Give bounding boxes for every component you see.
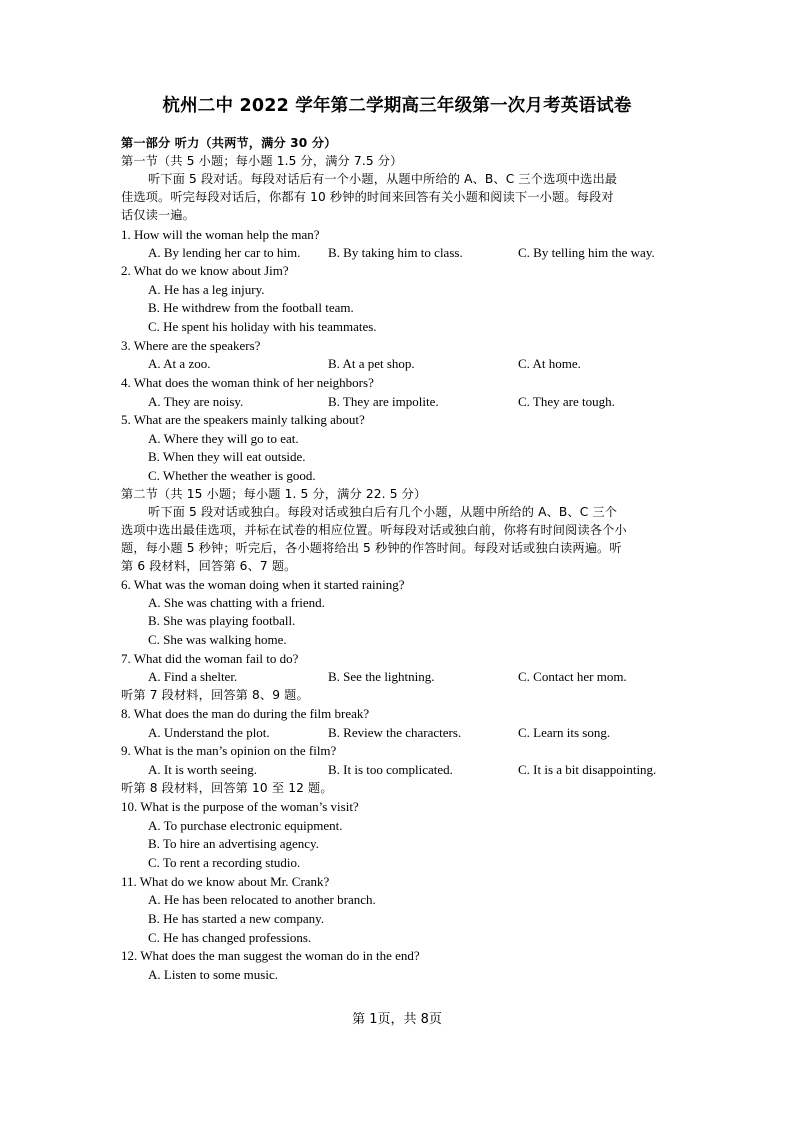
question-9-stem: 9. What is the man’s opinion on the film? [121,743,337,758]
question-1-option-b: B. By taking him to class. [328,245,463,260]
question-7-option-a: A. Find a shelter. [148,669,238,684]
part1-heading: 第一部分 听力（共两节，满分 30 分） [121,136,337,150]
question-2-stem: 2. What do we know about Jim? [121,263,289,278]
question-9-option-c: C. It is a bit disappointing. [518,762,657,777]
section1-instruction-line: 佳选项。听完每段对话后，你都有 10 秒钟的时间来回答有关小题和阅读下一小题。每段对 [121,190,614,204]
question-12-stem: 12. What does the man suggest the woman do in the end? [121,948,420,963]
question-10-option-a: A. To purchase electronic equipment. [148,818,343,833]
question-12-option-a: A. Listen to some music. [148,967,278,982]
question-4-stem: 4. What does the woman think of her neighbors? [121,375,374,390]
question-10-option-c: C. To rent a recording studio. [148,855,301,870]
question-9-option-a: A. It is worth seeing. [148,762,258,777]
question-1-option-a: A. By lending her car to him. [148,245,301,260]
question-8-option-c: C. Learn its song. [518,725,611,740]
section2-heading: 第二节（共 15 小题；每小题 1. 5 分，满分 22. 5 分） [121,487,427,501]
question-10-stem: 10. What is the purpose of the woman’s visit? [121,799,359,814]
question-3-option-a: A. At a zoo. [148,356,211,371]
question-6-option-c: C. She was walking home. [148,632,287,647]
question-9-option-b: B. It is too complicated. [328,762,453,777]
question-2-option-a: A. He has a leg injury. [148,282,265,297]
question-3-stem: 3. Where are the speakers? [121,338,261,353]
question-11-option-b: B. He has started a new company. [148,911,325,926]
question-6-stem: 6. What was the woman doing when it started raining? [121,577,405,592]
question-6-option-b: B. She was playing football. [148,613,296,628]
question-6-option-a: A. She was chatting with a friend. [148,595,325,610]
section2-instruction-line: 第 6 段材料，回答第 6、7 题。 [121,559,297,573]
question-3-option-b: B. At a pet shop. [328,356,415,371]
question-11-option-a: A. He has been relocated to another branch. [148,892,376,907]
question-4-option-b: B. They are impolite. [328,394,439,409]
question-11-option-c: C. He has changed professions. [148,930,312,945]
question-5-option-a: A. Where they will go to eat. [148,431,299,446]
material-8-instruction: 听第 8 段材料，回答第 10 至 12 题。 [121,781,333,795]
question-8-option-a: A. Understand the plot. [148,725,270,740]
section2-instruction-line: 听下面 5 段对话或独白。每段对话或独白后有几个小题，从题中所给的 A、B、C 三个 [148,505,618,519]
question-8-option-b: B. Review the characters. [328,725,462,740]
question-11-stem: 11. What do we know about Mr. Crank? [121,874,330,889]
material-7-instruction: 听第 7 段材料，回答第 8、9 题。 [121,688,309,702]
question-5-option-b: B. When they will eat outside. [148,449,306,464]
question-4-option-a: A. They are noisy. [148,394,244,409]
question-1-option-c: C. By telling him the way. [518,245,655,260]
section2-instruction-line: 题，每小题 5 秒钟；听完后，各小题将给出 5 秒钟的作答时间。每段对话或独白读两遍。听 [121,541,622,555]
question-7-stem: 7. What did the woman fail to do? [121,651,299,666]
page-number-footer: 第 1页，共 8页 [352,1012,442,1027]
question-1-stem: 1. How will the woman help the man? [121,227,320,242]
question-2-option-b: B. He withdrew from the football team. [148,300,354,315]
question-10-option-b: B. To hire an advertising agency. [148,836,319,851]
question-5-option-c: C. Whether the weather is good. [148,468,316,483]
question-7-option-c: C. Contact her mom. [518,669,627,684]
question-2-option-c: C. He spent his holiday with his teammates. [148,319,377,334]
section1-heading: 第一节（共 5 小题；每小题 1.5 分，满分 7.5 分） [121,154,403,168]
question-4-option-c: C. They are tough. [518,394,615,409]
question-8-stem: 8. What does the man do during the film break? [121,706,370,721]
question-7-option-b: B. See the lightning. [328,669,435,684]
section1-instruction-line: 听下面 5 段对话。每段对话后有一个小题，从题中所给的 A、B、C 三个选项中选出最 [148,172,618,186]
section2-instruction-line: 选项中选出最佳选项，并标在试卷的相应位置。听每段对话或独白前，你将有时间阅读各个小 [121,523,627,537]
section1-instruction-line: 话仅读一遍。 [121,208,196,222]
question-5-stem: 5. What are the speakers mainly talking about? [121,412,365,427]
exam-title: 杭州二中 2022 学年第二学期高三年级第一次月考英语试卷 [162,96,632,116]
question-3-option-c: C. At home. [518,356,581,371]
